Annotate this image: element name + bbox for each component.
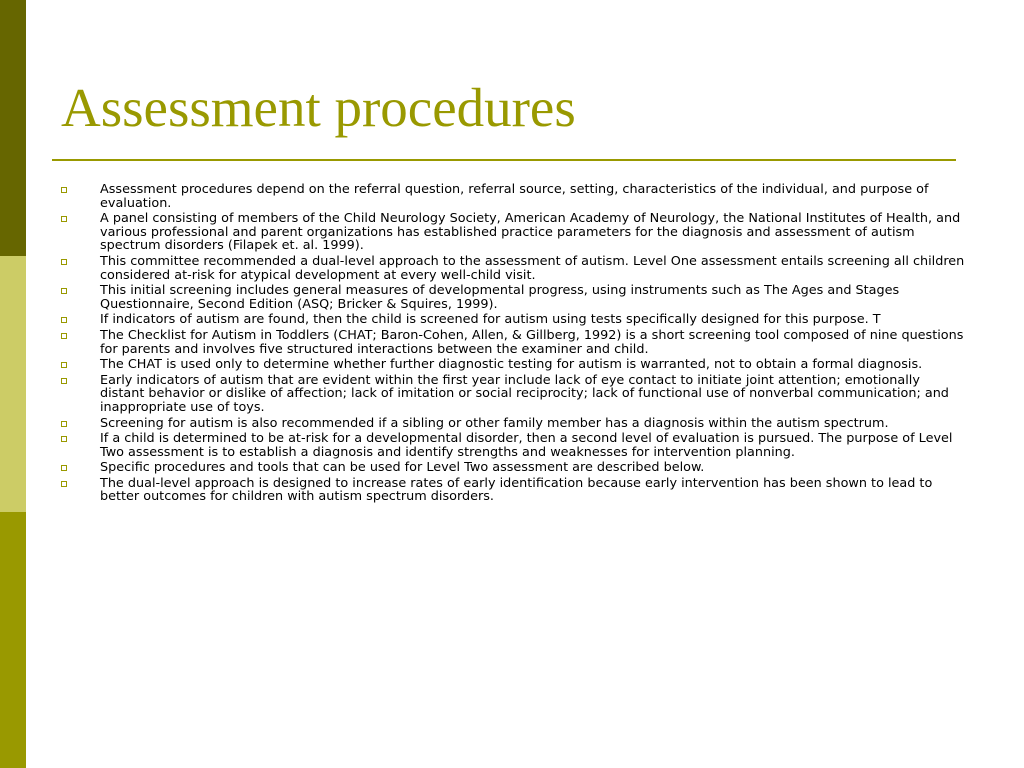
hollow-square-icon bbox=[61, 259, 67, 265]
hollow-square-icon bbox=[61, 288, 67, 294]
bullet-item bbox=[60, 329, 966, 356]
bullet-item bbox=[60, 255, 966, 282]
hollow-square-icon bbox=[61, 465, 67, 471]
sidebar-decoration bbox=[0, 0, 26, 768]
sidebar-segment-top bbox=[0, 0, 26, 256]
hollow-square-icon bbox=[61, 378, 67, 384]
bullet-text: If indicators of autism are found, then the child is screened for autism using tests specifically designed for this purpose. T bbox=[100, 312, 881, 328]
bullet-list bbox=[60, 183, 966, 504]
bullet-text: This initial screening includes general measures of developmental progress, using instruments such as The Ages and Stages Questionnaire, Second Edition (ASQ; Bricker & Squires, 1999). bbox=[100, 283, 900, 312]
bullet-item bbox=[60, 358, 966, 372]
bullet-text: Early indicators of autism that are evident within the first year include lack of eye contact to initiate joint attention; emotionally distant behavior or dislike of affection; lack of imitation or social reciprocity; lack of functional use of nonverbal communication; and inappropriate use of toys. bbox=[100, 372, 949, 415]
bullet-item bbox=[60, 417, 966, 431]
hollow-square-icon bbox=[61, 436, 67, 442]
bullet-item bbox=[60, 374, 966, 415]
hollow-square-icon bbox=[61, 333, 67, 339]
slide-title: Assessment procedures bbox=[61, 77, 576, 138]
hollow-square-icon bbox=[61, 421, 67, 427]
bullet-text: Specific procedures and tools that can be used for Level Two assessment are described below. bbox=[100, 460, 705, 476]
bullet-item bbox=[60, 183, 966, 210]
hollow-square-icon bbox=[61, 216, 67, 222]
bullet-item bbox=[60, 284, 966, 311]
bullet-text: If a child is determined to be at-risk for a developmental disorder, then a second level of evaluation is pursued. The purpose of Level Two assessment is to establish a diagnosis and identify strengths and weaknesses for intervention planning. bbox=[100, 431, 953, 460]
bullet-text: The CHAT is used only to determine whether further diagnostic testing for autism is warranted, not to obtain a formal diagnosis. bbox=[100, 357, 923, 373]
hollow-square-icon bbox=[61, 481, 67, 487]
bullet-text: The dual-level approach is designed to increase rates of early identification because early intervention has been shown to lead to better outcomes for children with autism spectrum disorders. bbox=[100, 475, 933, 505]
hollow-square-icon bbox=[61, 362, 67, 368]
bullet-item bbox=[60, 212, 966, 253]
bullet-item bbox=[60, 477, 966, 504]
bullet-item bbox=[60, 461, 966, 475]
hollow-square-icon bbox=[61, 317, 67, 323]
bullet-text: This committee recommended a dual-level approach to the assessment of autism. Level One assessment entails screening all children considered at-risk for atypical development at every well-child visit. bbox=[100, 253, 965, 283]
title-divider bbox=[52, 159, 956, 161]
bullet-text: A panel consisting of members of the Child Neurology Society, American Academy of Neurology, the National Institutes of Health, and various professional and parent organizations has established practice parameters for the diagnosis and assessment of autism spectrum disorders (Filapek et. al. 1999). bbox=[100, 211, 961, 254]
bullet-item bbox=[60, 432, 966, 459]
bullet-item bbox=[60, 313, 966, 327]
bullet-text: Assessment procedures depend on the referral question, referral source, setting, characteristics of the individual, and purpose of evaluation. bbox=[100, 182, 929, 211]
slide-body bbox=[60, 183, 966, 506]
hollow-square-icon bbox=[61, 187, 67, 193]
bullet-text: Screening for autism is also recommended if a sibling or other family member has a diagnosis within the autism spectrum. bbox=[100, 415, 889, 431]
bullet-text: The Checklist for Autism in Toddlers (CHAT; Baron-Cohen, Allen, & Gillberg, 1992) is a short screening tool composed of nine questions for parents and involves five structured interactions between the examiner and child. bbox=[100, 327, 964, 357]
sidebar-segment-middle bbox=[0, 256, 26, 512]
sidebar-segment-bottom bbox=[0, 512, 26, 768]
